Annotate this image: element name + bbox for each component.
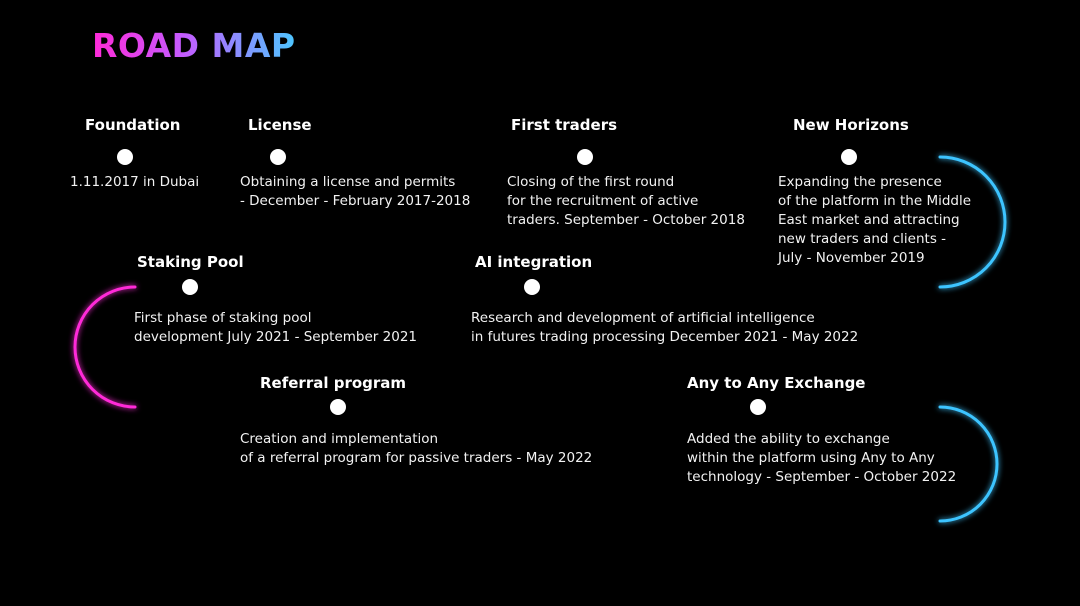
milestone-dot-staking-pool [182, 279, 198, 295]
milestone-desc-staking-pool: First phase of staking pool development July 2021 - September 2021 [134, 310, 417, 345]
milestone-dot-new-horizons [841, 149, 857, 165]
milestone-title-ai-integration: AI integration [475, 253, 593, 271]
milestone-dot-ai-integration [524, 279, 540, 295]
milestone-dot-referral-program [330, 399, 346, 415]
track-curve-left [75, 287, 135, 407]
milestone-title-any-to-any: Any to Any Exchange [687, 374, 866, 392]
milestone-desc-foundation: 1.11.2017 in Dubai [70, 174, 200, 190]
milestone-dot-license [270, 149, 286, 165]
milestone-title-staking-pool: Staking Pool [137, 253, 244, 271]
milestone-desc-ai-integration: Research and development of artificial intelligence in futures trading processing December 2021 - May 2022 [471, 310, 859, 345]
milestone-title-referral-program: Referral program [260, 374, 407, 392]
milestone-title-license: License [248, 116, 312, 134]
milestone-dot-any-to-any [750, 399, 766, 415]
milestone-dot-foundation [117, 149, 133, 165]
milestone-desc-new-horizons: Expanding the presence of the platform in the Middle East market and attracting new traders and clients - July - November 2019 [778, 174, 972, 266]
milestone-title-foundation: Foundation [85, 116, 181, 134]
milestone-dot-first-traders [577, 149, 593, 165]
milestone-desc-license: Obtaining a license and permits - December - February 2017-2018 [240, 174, 471, 209]
milestone-desc-first-traders: Closing of the first round for the recruitment of active traders. September - October 2018 [507, 174, 745, 228]
milestone-desc-referral-program: Creation and implementation of a referral program for passive traders - May 2022 [240, 431, 593, 466]
milestone-desc-any-to-any: Added the ability to exchange within the platform using Any to Any technology - September - October 2022 [687, 431, 957, 485]
milestone-title-new-horizons: New Horizons [793, 116, 909, 134]
milestone-title-first-traders: First traders [511, 116, 618, 134]
page-title: ROAD MAP [92, 26, 296, 65]
